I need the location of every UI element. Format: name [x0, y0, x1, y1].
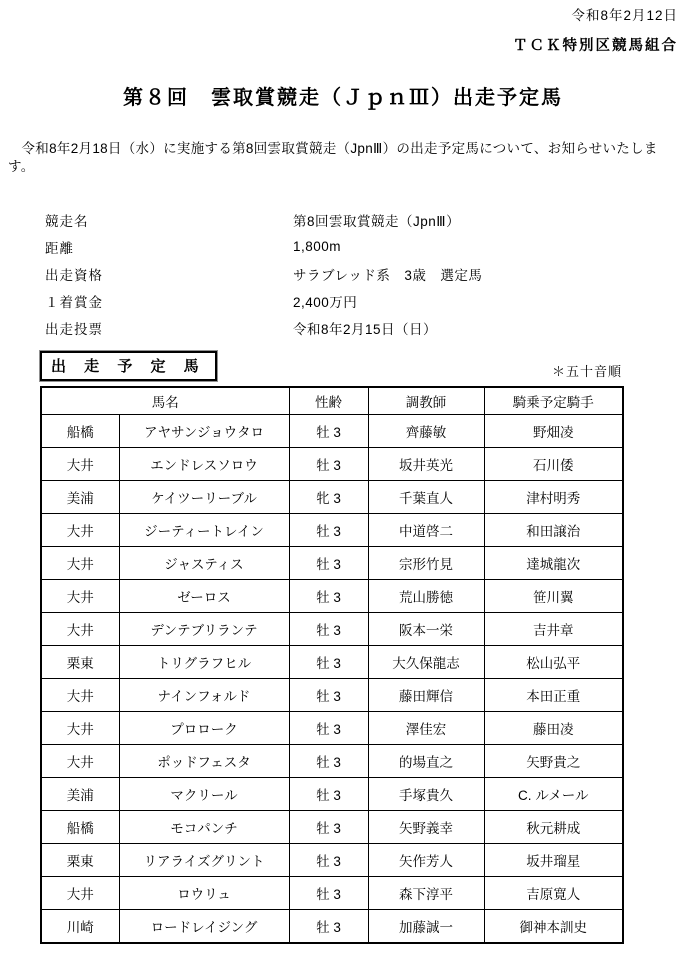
cell-horse-name: リアライズグリント — [119, 844, 289, 877]
section-heading: 出 走 予 定 馬 — [40, 351, 217, 381]
table-row — [41, 778, 623, 811]
cell-horse-name: アヤサンジョウタロ — [119, 415, 289, 448]
cell-jockey: 秋元耕成 — [484, 811, 623, 844]
cell-affiliation: 大井 — [41, 613, 119, 646]
cell-sex-age: 牡 3 — [289, 613, 368, 646]
detail-value: 1,800m — [293, 239, 342, 254]
cell-affiliation: 美浦 — [41, 481, 119, 514]
page-title: 第８回 雲取賞競走（ＪｐｎⅢ）出走予定馬 — [123, 87, 563, 109]
cell-sex-age: 牝 3 — [289, 481, 368, 514]
cell-horse-name: ケイツーリーブル — [119, 481, 289, 514]
header-row — [41, 387, 623, 415]
detail-row — [45, 206, 686, 233]
cell-affiliation: 美浦 — [41, 778, 119, 811]
cell-sex-age: 牡 3 — [289, 877, 368, 910]
intro-paragraph: 令和8年2月18日（水）に実施する第8回雲取賞競走（JpnⅢ）の出走予定馬について、お知らせいたします。 — [8, 141, 658, 174]
cell-sex-age: 牡 3 — [289, 679, 368, 712]
cell-jockey: 和田譲治 — [484, 514, 623, 547]
detail-value: 2,400万円 — [293, 294, 358, 310]
cell-affiliation: 大井 — [41, 448, 119, 481]
table-row — [41, 448, 623, 481]
detail-row — [45, 260, 686, 287]
cell-trainer: 宗形竹見 — [368, 547, 484, 580]
cell-jockey: 達城龍次 — [484, 547, 623, 580]
cell-jockey: 津村明秀 — [484, 481, 623, 514]
cell-jockey: 矢野貴之 — [484, 745, 623, 778]
table-row — [41, 679, 623, 712]
table-row — [41, 646, 623, 679]
table-row — [41, 514, 623, 547]
cell-affiliation: 大井 — [41, 712, 119, 745]
horse-table-body — [41, 415, 623, 944]
cell-trainer: 齊藤敏 — [368, 415, 484, 448]
cell-jockey: 坂井瑠星 — [484, 844, 623, 877]
cell-sex-age: 牡 3 — [289, 844, 368, 877]
cell-trainer: 中道啓二 — [368, 514, 484, 547]
cell-sex-age: 牡 3 — [289, 646, 368, 679]
detail-row — [45, 287, 686, 314]
cell-sex-age: 牡 3 — [289, 514, 368, 547]
cell-horse-name: ゼーロス — [119, 580, 289, 613]
header-horse-name: 馬名 — [41, 387, 289, 415]
cell-horse-name: ポッドフェスタ — [119, 745, 289, 778]
cell-affiliation: 大井 — [41, 679, 119, 712]
cell-trainer: 森下淳平 — [368, 877, 484, 910]
document-date: 令和8年2月12日 — [571, 8, 678, 23]
cell-horse-name: プロローク — [119, 712, 289, 745]
cell-trainer: 阪本一栄 — [368, 613, 484, 646]
cell-horse-name: デンテブリランテ — [119, 613, 289, 646]
cell-sex-age: 牡 3 — [289, 547, 368, 580]
cell-horse-name: トリグラフヒル — [119, 646, 289, 679]
detail-label: 出走投票 — [45, 321, 103, 337]
cell-affiliation: 大井 — [41, 547, 119, 580]
cell-trainer: 手塚貴久 — [368, 778, 484, 811]
cell-trainer: 矢野義幸 — [368, 811, 484, 844]
cell-jockey: 松山弘平 — [484, 646, 623, 679]
table-row — [41, 415, 623, 448]
cell-horse-name: マクリール — [119, 778, 289, 811]
cell-sex-age: 牡 3 — [289, 448, 368, 481]
detail-label: １着賞金 — [45, 294, 103, 310]
cell-sex-age: 牡 3 — [289, 415, 368, 448]
detail-value: 令和8年2月15日（日） — [293, 321, 438, 337]
cell-jockey: 本田正重 — [484, 679, 623, 712]
header-jockey: 騎乗予定騎手 — [484, 387, 623, 415]
table-row — [41, 580, 623, 613]
cell-horse-name: ナインフォルド — [119, 679, 289, 712]
organization-name: ＴＣＫ特別区競馬組合 — [513, 38, 678, 54]
horse-table-header — [41, 387, 623, 415]
cell-trainer: 千葉直人 — [368, 481, 484, 514]
cell-sex-age: 牡 3 — [289, 910, 368, 944]
cell-sex-age: 牡 3 — [289, 580, 368, 613]
cell-horse-name: エンドレスソロウ — [119, 448, 289, 481]
detail-label: 出走資格 — [45, 267, 103, 283]
cell-horse-name: ロウリュ — [119, 877, 289, 910]
cell-sex-age: 牡 3 — [289, 712, 368, 745]
cell-trainer: 矢作芳人 — [368, 844, 484, 877]
horse-table — [40, 386, 624, 944]
table-row — [41, 481, 623, 514]
cell-affiliation: 船橋 — [41, 811, 119, 844]
table-row — [41, 613, 623, 646]
cell-horse-name: ジーティートレイン — [119, 514, 289, 547]
cell-jockey: 吉井章 — [484, 613, 623, 646]
race-details — [45, 206, 686, 341]
cell-affiliation: 大井 — [41, 745, 119, 778]
cell-trainer: 大久保龍志 — [368, 646, 484, 679]
cell-jockey: 御神本訓史 — [484, 910, 623, 944]
detail-row — [45, 314, 686, 341]
cell-trainer: 的場直之 — [368, 745, 484, 778]
header-sex-age: 性齢 — [289, 387, 368, 415]
cell-jockey: 野畑凌 — [484, 415, 623, 448]
table-row — [41, 877, 623, 910]
cell-jockey: 吉原寛人 — [484, 877, 623, 910]
cell-trainer: 坂井英光 — [368, 448, 484, 481]
cell-affiliation: 船橋 — [41, 415, 119, 448]
cell-sex-age: 牡 3 — [289, 811, 368, 844]
cell-affiliation: 栗東 — [41, 646, 119, 679]
cell-jockey: 笹川翼 — [484, 580, 623, 613]
cell-trainer: 加藤誠一 — [368, 910, 484, 944]
table-row — [41, 547, 623, 580]
cell-jockey: 石川倭 — [484, 448, 623, 481]
table-row — [41, 811, 623, 844]
cell-affiliation: 栗東 — [41, 844, 119, 877]
cell-horse-name: ロードレイジング — [119, 910, 289, 944]
cell-trainer: 藤田輝信 — [368, 679, 484, 712]
cell-jockey: 藤田凌 — [484, 712, 623, 745]
detail-value: 第8回雲取賞競走（JpnⅢ） — [293, 213, 461, 229]
cell-jockey: C. ルメール — [484, 778, 623, 811]
table-row — [41, 844, 623, 877]
cell-horse-name: モコパンチ — [119, 811, 289, 844]
cell-trainer: 澤佳宏 — [368, 712, 484, 745]
detail-label: 距離 — [45, 240, 74, 256]
detail-label: 競走名 — [45, 213, 89, 229]
cell-affiliation: 大井 — [41, 877, 119, 910]
detail-row — [45, 233, 686, 260]
cell-sex-age: 牡 3 — [289, 745, 368, 778]
table-row — [41, 712, 623, 745]
cell-affiliation: 川崎 — [41, 910, 119, 944]
cell-trainer: 荒山勝徳 — [368, 580, 484, 613]
header-trainer: 調教師 — [368, 387, 484, 415]
table-row — [41, 910, 623, 944]
cell-horse-name: ジャスティス — [119, 547, 289, 580]
sort-order-note: ＊五十音順 — [551, 364, 622, 379]
cell-sex-age: 牡 3 — [289, 778, 368, 811]
cell-affiliation: 大井 — [41, 514, 119, 547]
cell-affiliation: 大井 — [41, 580, 119, 613]
detail-value: サラブレッド系 3歳 選定馬 — [293, 267, 483, 283]
document-header — [0, 8, 686, 55]
table-row — [41, 745, 623, 778]
section-bar — [40, 351, 622, 381]
